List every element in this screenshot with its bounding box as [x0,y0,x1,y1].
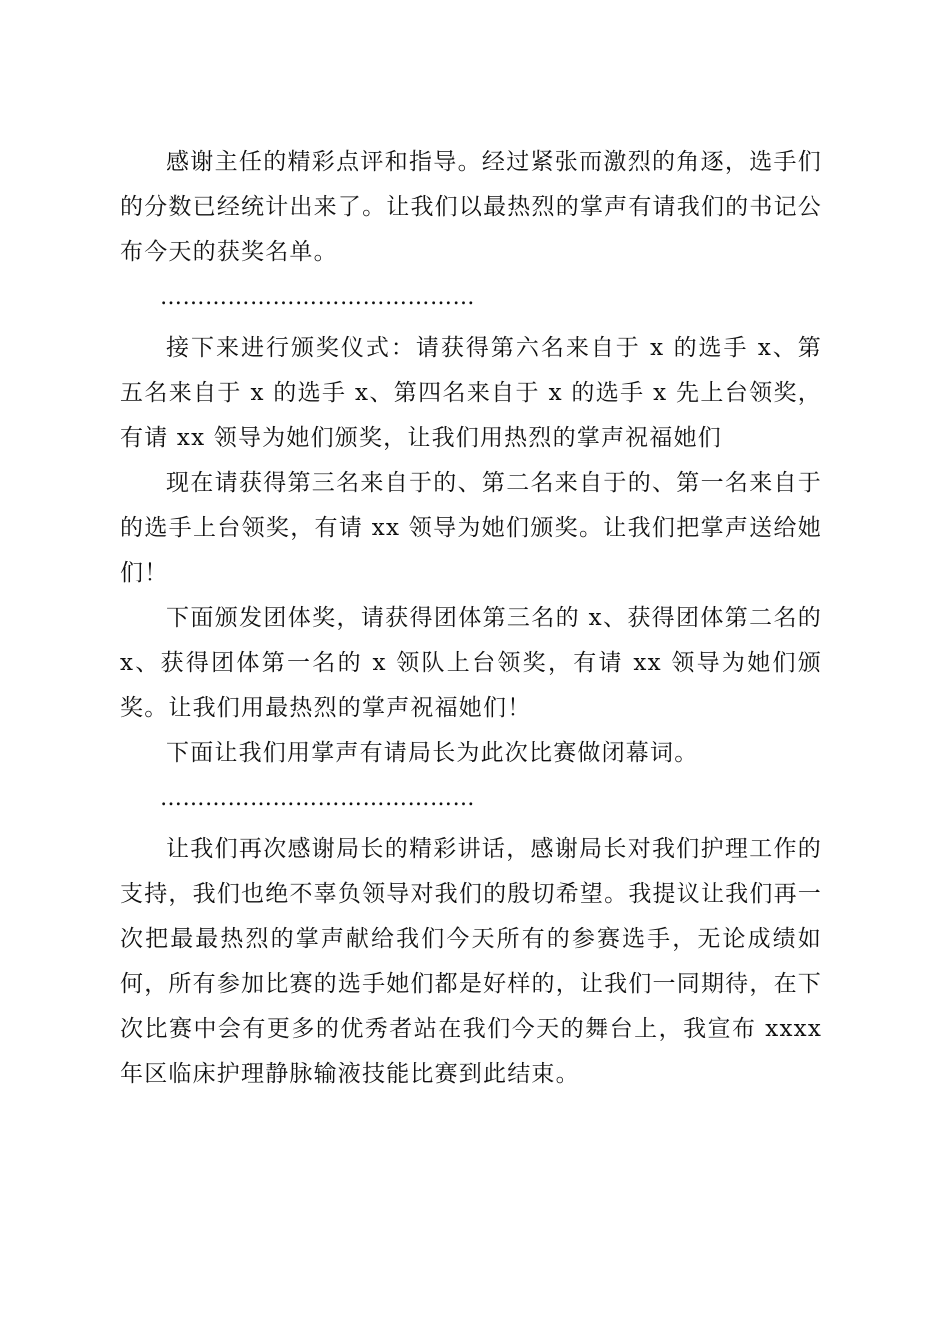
paragraph-closing-remarks: 让我们再次感谢局长的精彩讲话，感谢局长对我们护理工作的支持，我们也绝不辜负领导对我们的殷切希望。我提议让我们再一次把最最热烈的掌声献给我们今天所有的参赛选手，无论成绩如何，所有参加比赛的选手她们都是好样的，让我们一同期待，在下次比赛中会有更多的优秀者站在我们今天的舞台上，我宣布 xxxx 年区临床护理静脉输液技能比赛到此结束。 [120,836,822,1087]
ellipsis-separator: …………………………………… [160,786,475,811]
paragraph-awards-ceremony: 接下来进行颁奖仪式：请获得第六名来自于 x 的选手 x、第五名来自于 x 的选手 x、第四名来自于 x 的选手 x 先上台领奖，有请 xx 领导为她们颁奖，让我们用热烈的掌声祝福她们 [120,335,822,451]
document-body [120,140,822,1097]
paragraph-closing-invite: 下面让我们用掌声有请局长为此次比赛做闭幕词。 [166,740,699,766]
ellipsis-separator: …………………………………… [160,285,475,310]
paragraph-top-three: 现在请获得第三名来自于的、第二名来自于的、第一名来自于的选手上台领奖，有请 xx 领导为她们颁奖。让我们把掌声送给她们！ [120,470,822,586]
paragraph-intro: 感谢主任的精彩点评和指导。经过紧张而激烈的角逐，选手们的分数已经统计出来了。让我们以最热烈的掌声有请我们的书记公布今天的获奖名单。 [120,149,822,265]
paragraph-team-awards: 下面颁发团体奖，请获得团体第三名的 x、获得团体第二名的 x、获得团体第一名的 x 领队上台领奖，有请 xx 领导为她们颁奖。让我们用最热烈的掌声祝福她们！ [120,605,822,721]
